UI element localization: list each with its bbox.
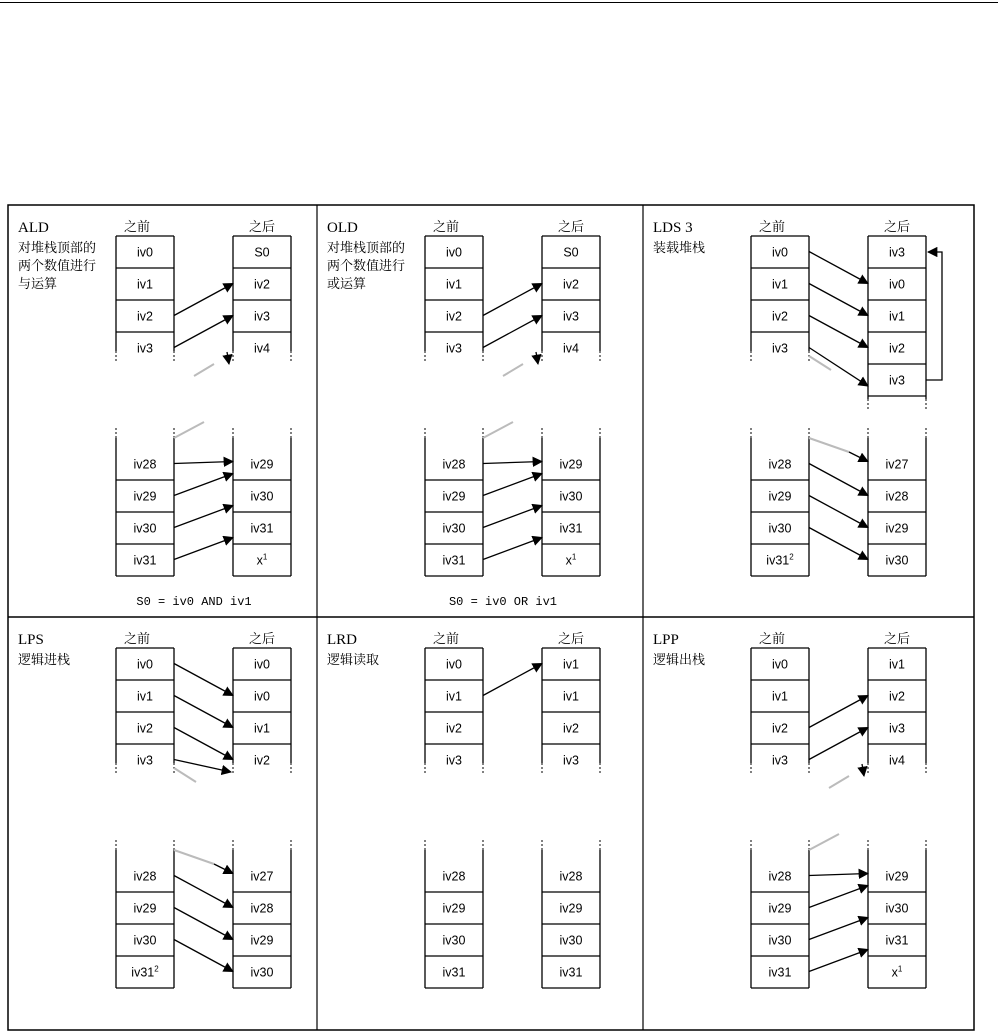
after-stack-cell-label: iv31 — [559, 521, 583, 536]
faded-arrow — [174, 768, 196, 782]
after-stack-cell-label: iv4 — [254, 341, 270, 356]
before-stack-cell-label: iv3 — [137, 753, 153, 768]
before-header: 之前 — [123, 632, 151, 647]
after-stack-cell-label: iv31 — [885, 933, 909, 948]
before-stack-cell-label: iv0 — [772, 245, 788, 260]
shift-arrow — [809, 496, 868, 528]
after-stack-cell-label: iv29 — [885, 869, 909, 884]
shift-arrow — [483, 316, 542, 348]
after-stack-cell-label: iv2 — [889, 341, 905, 356]
after-header: 之后 — [557, 632, 585, 647]
before-stack-cell-label: iv28 — [442, 457, 466, 472]
faded-arrow — [194, 364, 214, 376]
loop-back-arrow — [926, 252, 942, 380]
faded-arrow — [174, 850, 214, 864]
faded-arrow — [829, 776, 849, 788]
before-stack-cell-label: iv28 — [768, 457, 792, 472]
shift-arrow — [174, 696, 233, 728]
after-stack-cell-label: iv29 — [559, 901, 583, 916]
after-stack-cell-label: $x^1$ — [891, 964, 903, 980]
shift-arrow — [227, 352, 229, 364]
panel-title: LDS 3 — [653, 220, 693, 236]
before-header: 之前 — [123, 220, 151, 235]
before-stack-cell-label: $iv31^2$ — [766, 552, 794, 568]
shift-arrow — [809, 316, 868, 348]
before-stack-cell-label: $iv31^2$ — [131, 964, 159, 980]
shift-arrow — [536, 352, 538, 364]
after-stack-cell-label: iv1 — [563, 657, 579, 672]
shift-arrow — [174, 474, 233, 496]
shift-arrow — [483, 506, 542, 528]
before-header: 之前 — [758, 220, 786, 235]
read-arrow — [483, 664, 542, 696]
after-stack-cell-label: iv30 — [559, 489, 583, 504]
after-stack-cell-label: iv27 — [885, 457, 909, 472]
panel-title: LPP — [653, 632, 679, 648]
shift-arrow — [174, 538, 233, 560]
before-stack-cell-label: iv1 — [137, 689, 153, 704]
shift-arrow — [809, 464, 868, 496]
shift-arrow — [809, 348, 868, 387]
after-stack-cell-label: iv3 — [254, 309, 270, 324]
after-stack-cell-label: iv28 — [250, 901, 274, 916]
after-stack-cell-label: $x^1$ — [565, 552, 577, 568]
panel-lpp — [653, 632, 926, 988]
shift-arrow — [483, 474, 542, 496]
after-header: 之后 — [248, 220, 276, 235]
shift-arrow — [809, 728, 868, 760]
after-stack-cell-label: iv2 — [563, 277, 579, 292]
after-stack-cell-label: iv2 — [889, 689, 905, 704]
after-stack-cell-label: iv28 — [885, 489, 909, 504]
after-header: 之后 — [883, 220, 911, 235]
shift-arrow — [174, 908, 233, 940]
before-stack-cell-label: iv28 — [768, 869, 792, 884]
panel-description-line: 与运算 — [18, 277, 58, 292]
before-stack-cell-label: iv30 — [768, 521, 792, 536]
before-header: 之前 — [432, 220, 460, 235]
after-stack-cell-label: iv30 — [250, 489, 274, 504]
panel-description-line: 逻辑出栈 — [653, 653, 706, 668]
after-stack-cell-label: iv30 — [885, 553, 909, 568]
panel-ald — [18, 220, 291, 609]
before-stack-cell-label: iv30 — [133, 933, 157, 948]
shift-arrow — [809, 886, 868, 908]
before-stack-cell-label: iv31 — [133, 553, 157, 568]
before-stack-cell-label: iv29 — [442, 489, 466, 504]
shift-arrow — [214, 864, 233, 874]
after-stack-cell-label: iv29 — [885, 521, 909, 536]
after-stack-cell-label: iv0 — [254, 689, 270, 704]
shift-arrow — [809, 918, 868, 940]
after-stack-cell-label: iv2 — [254, 753, 270, 768]
panel-title: ALD — [18, 220, 49, 236]
panel-title: OLD — [327, 220, 358, 236]
after-stack-cell-label: $x^1$ — [256, 552, 268, 568]
panel-lds — [653, 220, 942, 576]
before-stack-cell-label: iv3 — [446, 753, 462, 768]
shift-arrow — [174, 664, 233, 696]
panel-footer: S0 = iv0 OR iv1 — [448, 595, 558, 609]
after-stack-cell-label: iv0 — [889, 277, 905, 292]
shift-arrow — [809, 874, 868, 876]
before-stack-cell-label: iv1 — [772, 689, 788, 704]
after-header: 之后 — [557, 220, 585, 235]
shift-arrow — [483, 462, 542, 464]
before-stack-cell-label: iv3 — [446, 341, 462, 356]
before-stack-cell-label: iv28 — [133, 869, 157, 884]
panel-footer: S0 = iv0 AND iv1 — [136, 595, 252, 609]
before-stack-cell-label: iv30 — [133, 521, 157, 536]
after-stack-cell-label: iv0 — [254, 657, 270, 672]
after-stack-cell-label: iv31 — [559, 965, 583, 980]
after-stack-cell-label: iv29 — [559, 457, 583, 472]
shift-arrow — [849, 452, 868, 462]
panel-description-line: 两个数值进行 — [18, 259, 97, 274]
before-stack-cell-label: iv2 — [446, 721, 462, 736]
before-stack-cell-label: iv1 — [137, 277, 153, 292]
panel-old — [327, 220, 600, 609]
after-stack-cell-label: iv28 — [559, 869, 583, 884]
panel-lrd — [327, 632, 600, 988]
after-stack-cell-label: iv3 — [889, 245, 905, 260]
before-stack-cell-label: iv30 — [442, 521, 466, 536]
panel-title: LRD — [327, 632, 357, 648]
after-stack-cell-label: iv3 — [563, 753, 579, 768]
shift-arrow — [174, 316, 233, 348]
before-stack-cell-label: iv31 — [768, 965, 792, 980]
before-stack-cell-label: iv29 — [768, 901, 792, 916]
after-stack-cell-label: iv4 — [563, 341, 579, 356]
before-stack-cell-label: iv0 — [137, 245, 153, 260]
before-stack-cell-label: iv2 — [772, 721, 788, 736]
after-stack-cell-label: S0 — [563, 245, 579, 260]
panel-description-line: 逻辑读取 — [327, 653, 380, 668]
after-stack-cell-label: iv27 — [250, 869, 274, 884]
shift-arrow — [174, 284, 233, 316]
after-stack-cell-label: iv29 — [250, 457, 274, 472]
before-stack-cell-label: iv2 — [137, 721, 153, 736]
after-stack-cell-label: iv30 — [885, 901, 909, 916]
shift-arrow — [174, 462, 233, 464]
after-stack-cell-label: iv3 — [563, 309, 579, 324]
after-stack-cell-label: iv3 — [889, 721, 905, 736]
before-header: 之前 — [432, 632, 460, 647]
shift-arrow — [174, 506, 233, 528]
before-stack-cell-label: iv28 — [133, 457, 157, 472]
after-stack-cell-label: iv30 — [559, 933, 583, 948]
panel-description-line: 或运算 — [327, 277, 367, 292]
after-header: 之后 — [883, 632, 911, 647]
after-stack-cell-label: iv31 — [250, 521, 274, 536]
faded-arrow — [483, 422, 513, 438]
shift-arrow — [809, 284, 868, 316]
panel-description-line: 两个数值进行 — [327, 259, 406, 274]
before-stack-cell-label: iv31 — [442, 553, 466, 568]
after-stack-cell-label: iv30 — [250, 965, 274, 980]
before-stack-cell-label: iv30 — [768, 933, 792, 948]
shift-arrow — [174, 728, 233, 760]
after-header: 之后 — [248, 632, 276, 647]
panel-description-line: 装载堆栈 — [653, 241, 706, 256]
before-stack-cell-label: iv29 — [442, 901, 466, 916]
after-stack-cell-label: iv1 — [254, 721, 270, 736]
before-stack-cell-label: iv0 — [446, 245, 462, 260]
after-stack-cell-label: iv4 — [889, 753, 905, 768]
before-stack-cell-label: iv2 — [137, 309, 153, 324]
after-stack-cell-label: iv1 — [563, 689, 579, 704]
faded-arrow — [174, 422, 204, 438]
shift-arrow — [809, 696, 868, 728]
shift-arrow — [174, 760, 231, 773]
shift-arrow — [483, 538, 542, 560]
before-stack-cell-label: iv29 — [133, 489, 157, 504]
before-stack-cell-label: iv2 — [772, 309, 788, 324]
after-stack-cell-label: iv2 — [254, 277, 270, 292]
faded-arrow — [809, 356, 831, 370]
before-stack-cell-label: iv0 — [137, 657, 153, 672]
shift-arrow — [483, 284, 542, 316]
faded-arrow — [809, 438, 849, 452]
before-stack-cell-label: iv2 — [446, 309, 462, 324]
panel-description-line: 对堆栈顶部的 — [327, 241, 406, 256]
before-stack-cell-label: iv31 — [442, 965, 466, 980]
after-stack-cell-label: iv1 — [889, 309, 905, 324]
shift-arrow — [862, 764, 864, 776]
panel-description-line: 对堆栈顶部的 — [18, 241, 97, 256]
before-stack-cell-label: iv1 — [446, 277, 462, 292]
after-stack-cell-label: iv3 — [889, 373, 905, 388]
panel-description-line: 逻辑进栈 — [18, 653, 71, 668]
before-stack-cell-label: iv3 — [772, 341, 788, 356]
before-header: 之前 — [758, 632, 786, 647]
faded-arrow — [809, 834, 839, 850]
before-stack-cell-label: iv28 — [442, 869, 466, 884]
after-stack-cell-label: iv29 — [250, 933, 274, 948]
shift-arrow — [809, 252, 868, 284]
shift-arrow — [174, 940, 233, 972]
after-stack-cell-label: iv1 — [889, 657, 905, 672]
before-stack-cell-label: iv3 — [137, 341, 153, 356]
before-stack-cell-label: iv1 — [772, 277, 788, 292]
shift-arrow — [809, 950, 868, 972]
before-stack-cell-label: iv29 — [133, 901, 157, 916]
before-stack-cell-label: iv0 — [446, 657, 462, 672]
after-stack-cell-label: iv2 — [563, 721, 579, 736]
after-stack-cell-label: S0 — [254, 245, 270, 260]
before-stack-cell-label: iv3 — [772, 753, 788, 768]
before-stack-cell-label: iv29 — [768, 489, 792, 504]
shift-arrow — [174, 876, 233, 908]
panel-title: LPS — [18, 632, 44, 648]
before-stack-cell-label: iv30 — [442, 933, 466, 948]
panel-lps — [18, 632, 291, 988]
faded-arrow — [503, 364, 523, 376]
before-stack-cell-label: iv1 — [446, 689, 462, 704]
shift-arrow — [809, 528, 868, 560]
before-stack-cell-label: iv0 — [772, 657, 788, 672]
